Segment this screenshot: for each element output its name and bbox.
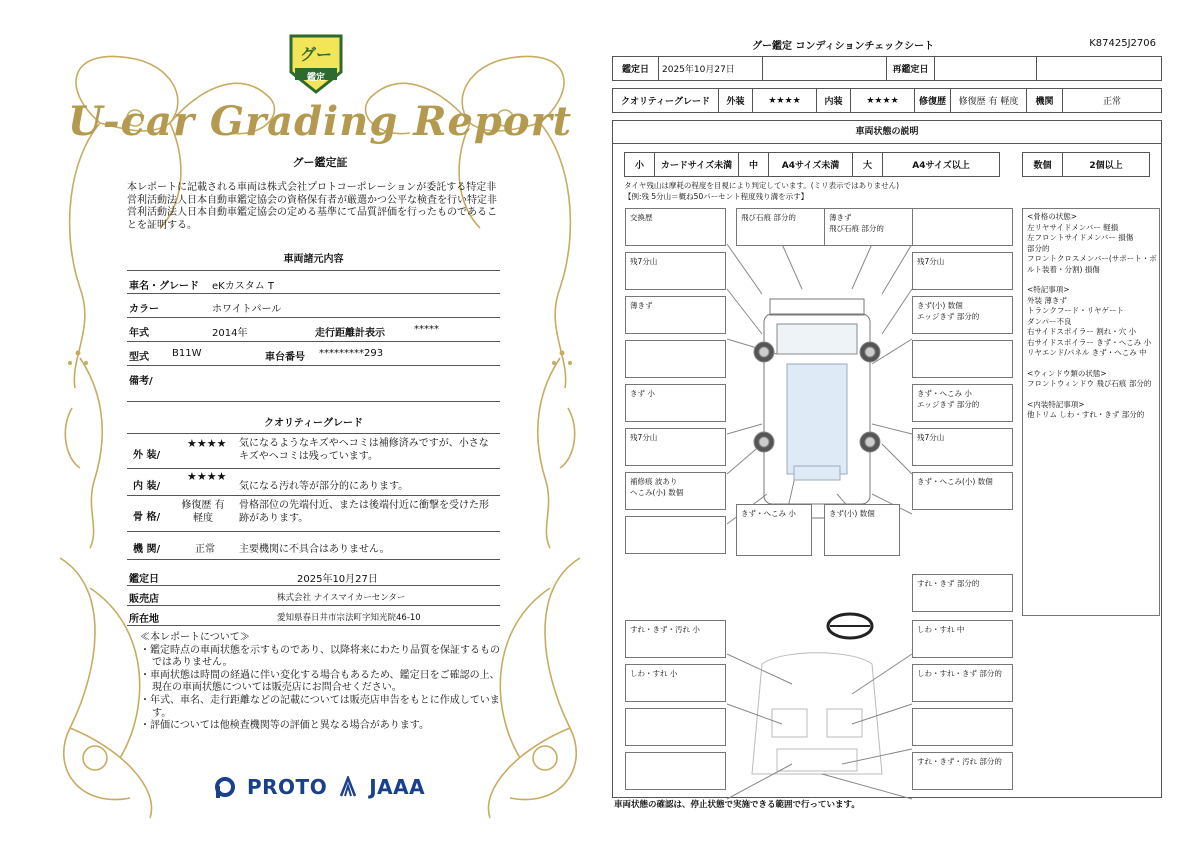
frame-text: 骨格部位の先端付近、または後端付近に衝撃を受けた形跡があります。 (239, 500, 489, 524)
note-box: 残7分山 (912, 428, 1013, 466)
note-item: ・年式、車名、走行距離などの記載については販売店申告をもとに作成しています。 (140, 694, 500, 719)
quality-row-interior (127, 469, 500, 496)
note-box-empty (912, 208, 1013, 246)
report-notes (140, 632, 500, 733)
legend-line: <骨格の状態> (1027, 212, 1078, 221)
note-box: 交換歴 (625, 208, 726, 246)
note-line: きず・へこみ 小 (917, 389, 972, 398)
sheet-title: グー鑑定 コンディションチェックシート (752, 41, 935, 52)
address-row (127, 606, 500, 626)
size-table (624, 152, 1000, 177)
engine-grade: 正常 (195, 544, 215, 555)
note-box-empty (625, 708, 726, 746)
emblem-label-bottom: 鑑定 (306, 73, 325, 83)
note-box: すれ・きず・汚れ 部分的 (912, 752, 1013, 790)
note-box: きず・へこみ 小 (736, 504, 812, 556)
ext-label: 外装 (719, 89, 753, 113)
note-box (912, 384, 1013, 422)
repair-value: 修復歴 有 軽度 (951, 89, 1027, 113)
reappraisal-value (935, 57, 1037, 81)
spec-row-name (127, 270, 500, 294)
name-label: 車名・グレード (129, 281, 199, 292)
dealer-row (127, 586, 500, 606)
note-line: 飛び石痕 部分的 (829, 224, 884, 233)
engine-value: 正常 (1063, 89, 1162, 113)
note-line: エッジきず 部分的 (917, 312, 980, 321)
appraisal-date-value: 2025年10月27日 (297, 574, 378, 585)
legend-line: 左リヤサイドメンバー 軽損 (1027, 222, 1119, 232)
note-box: きず(小) 数個 (824, 504, 900, 556)
note-line: 補修痕 波あり (630, 477, 678, 486)
legend-line: ルト装着・分割) 損傷 (1027, 264, 1100, 274)
legend-line (1027, 275, 1155, 285)
legend-line: <特記事項> (1027, 285, 1070, 294)
exterior-text: 気になるようなキズやヘコミは補修済みですが、小さなキズやヘコミは残っています。 (239, 438, 489, 462)
note-box-empty (625, 752, 726, 790)
legend-line: 他トリム しわ・すれ・きず 部分的 (1027, 410, 1145, 419)
legend-line: フロントウィンドウ 飛び石痕 部分的 (1027, 379, 1152, 388)
legend-line: 部分的 (1027, 243, 1050, 253)
reappraisal-label: 再鑑定日 (887, 57, 935, 81)
legend-line: 右サイドスポイラー きず・へこみ 小 (1027, 337, 1152, 347)
note-box: 残7分山 (912, 252, 1013, 290)
dealer-value: 株式会社 ナイスマイカーセンター (277, 593, 406, 603)
note-box: すれ・きず 部分的 (912, 574, 1013, 612)
note-box (912, 296, 1013, 334)
legend-line: 外装 薄きず (1027, 295, 1067, 305)
engine-label: 機 関/ (133, 544, 161, 555)
exterior-label: 外 装/ (133, 450, 161, 461)
chassis-value: *********293 (319, 348, 384, 359)
note-box (625, 472, 726, 510)
color-value: ホワイトパール (212, 304, 282, 315)
appraisal-date-label: 鑑定日 (129, 574, 159, 585)
spec-row-remarks (127, 366, 500, 402)
certificate-body: 本レポートに記載される車両は株式会社プロトコーポレーションが委託する特定非営利活動法人日本自動車鑑定協会の資格保有者が厳選かつ公平な検査を行い特定非営利活動法人日本自動車鑑定協会の定める基準にて品質評価を行ったものであることを証明する。 (127, 182, 497, 231)
count-desc: 2個以上 (1063, 153, 1150, 177)
dealer-label: 販売店 (129, 594, 159, 605)
note-box: きず 小 (625, 384, 726, 422)
quality-row-engine (127, 532, 500, 560)
engine-text: 主要機関に不具合はありません。 (239, 544, 390, 555)
frame-grade: 修復歴 有 軽度 (181, 500, 225, 524)
jaaa-logo-text: JAAA (369, 775, 426, 799)
report-script-title: U-car Grading Report (67, 98, 573, 145)
exterior-grade: ★★★★ (187, 437, 227, 450)
quality-row-exterior (127, 433, 500, 469)
note-box: 残7分山 (625, 252, 726, 290)
size-small: 小 (625, 153, 655, 177)
notes-heading: ≪本レポートについて≫ (140, 632, 250, 643)
appraisal-date-row (127, 566, 500, 586)
spec-row-color (127, 294, 500, 318)
int-value: ★★★★ (851, 89, 915, 113)
proto-logo-icon (215, 776, 235, 798)
date-label: 鑑定日 (613, 57, 659, 81)
interior-grade: ★★★★ (187, 470, 227, 483)
note-box: 飛び石痕 部分的 (736, 208, 837, 246)
mileage-value: ***** (414, 324, 439, 335)
note-box-empty (912, 340, 1013, 378)
condition-check-sheet (612, 34, 1164, 814)
size-small-desc: カードサイズ未満 (655, 153, 739, 177)
address-value: 愛知県春日井市宗法町字知光院46-10 (277, 613, 421, 623)
year-value: 2014年 (212, 328, 248, 339)
grading-certificate (40, 28, 600, 833)
note-line: きず(小) 数個 (917, 301, 963, 310)
note-line: へこみ(小) 数個 (630, 488, 684, 497)
certificate-title: グー鑑定証 (292, 156, 348, 169)
note-box: 薄きず (625, 296, 726, 334)
remarks-label: 備考/ (129, 376, 153, 387)
size-medium: 中 (739, 153, 769, 177)
repair-label: 修復歴 (915, 89, 951, 113)
tire-note-2: 【例:残 5分山＝概ね50パーセント程度残り溝を示す】 (624, 192, 809, 201)
legend-line: フロントクロスメンバー(サポート・ボ (1027, 254, 1157, 263)
year-label: 年式 (129, 328, 149, 339)
quality-heading: クオリティーグレード (264, 418, 363, 429)
jaaa-logo-icon (339, 776, 357, 798)
ext-value: ★★★★ (753, 89, 817, 113)
condition-heading: 車両状態の説明 (612, 120, 1162, 144)
reappraisal-empty (1037, 57, 1162, 81)
legend-line: <ウィンドウ類の状態> (1027, 368, 1107, 378)
color-label: カラー (129, 304, 159, 315)
note-item: ・鑑定時点の車両状態を示すものであり、以降将来にわたり品質を保証するものではありません。 (140, 644, 500, 669)
note-box-empty (625, 340, 726, 378)
address-label: 所在地 (129, 614, 159, 625)
tire-note-1: タイヤ残山は摩耗の程度を目視により判定しています。(ミリ表示ではありません) (624, 181, 900, 190)
legend-line: ダンパー不良 (1027, 316, 1072, 326)
size-large: 大 (853, 153, 883, 177)
legend-line (1027, 390, 1155, 400)
sheet-code: K87425J2706 (1089, 38, 1156, 49)
model-label: 型式 (129, 352, 149, 363)
note-line: 薄きず (829, 213, 852, 222)
condition-legend (1022, 208, 1160, 616)
note-box: きず・へこみ(小) 数個 (912, 472, 1013, 510)
name-value: eKカスタム T (212, 281, 274, 292)
count-table (1022, 152, 1150, 177)
frame-label: 骨 格/ (133, 512, 161, 523)
engine-label: 機関 (1027, 89, 1063, 113)
note-box: 残7分山 (625, 428, 726, 466)
sheet-footer-note: 車両状態の確認は、停止状態で実施できる範囲で行っています。 (614, 800, 860, 810)
date-empty (763, 57, 887, 81)
note-box: すれ・きず・汚れ 小 (625, 620, 726, 658)
chassis-label: 車台番号 (265, 352, 305, 363)
note-line: エッジきず 部分的 (917, 400, 980, 409)
note-box: しわ・すれ 中 (912, 620, 1013, 658)
note-item: ・車両状態は時間の経過に伴い変化する場合もあるため、鑑定日をご確認の上、現在の車両状態については販売店にお問合せください。 (140, 669, 500, 694)
quality-row-frame (127, 496, 500, 532)
interior-text: 気になる汚れ等が部分的にあります。 (239, 481, 409, 492)
date-value: 2025年10月27日 (659, 57, 763, 81)
proto-logo-text: PROTO (247, 775, 328, 799)
int-label: 内装 (817, 89, 851, 113)
count-label: 数個 (1023, 153, 1063, 177)
size-medium-desc: A4サイズ未満 (769, 153, 853, 177)
quality-label: クオリティーグレード (613, 89, 719, 113)
note-item: ・評価については他検査機関等の評価と異なる場合があります。 (140, 720, 429, 732)
grade-table (612, 88, 1162, 113)
interior-label: 内 装/ (133, 481, 161, 492)
note-box (824, 208, 925, 246)
size-large-desc: A4サイズ以上 (883, 153, 1000, 177)
spec-row-year (127, 318, 500, 342)
legend-line: 右サイドスポイラー 割れ・穴 小 (1027, 327, 1137, 336)
date-table (612, 56, 1162, 81)
legend-line: 左フロントサイドメンバー 損傷 (1027, 233, 1134, 242)
legend-line: トランクフード・リヤゲート (1027, 306, 1124, 315)
footer-logos (215, 772, 425, 802)
note-box: しわ・すれ・きず 部分的 (912, 664, 1013, 702)
legend-line: <内装特記事項> (1027, 399, 1085, 409)
legend-line: リヤエンド/パネル きず・へこみ 中 (1027, 348, 1147, 357)
model-value: B11W (172, 348, 202, 359)
spec-row-model (127, 342, 500, 366)
note-box: しわ・すれ 小 (625, 664, 726, 702)
emblem-label-top: グー (299, 45, 332, 64)
note-box-empty (912, 708, 1013, 746)
note-box-empty (625, 516, 726, 554)
mileage-label: 走行距離計表示 (315, 328, 385, 339)
legend-line (1027, 359, 1155, 369)
spec-heading: 車両諸元内容 (283, 254, 344, 265)
